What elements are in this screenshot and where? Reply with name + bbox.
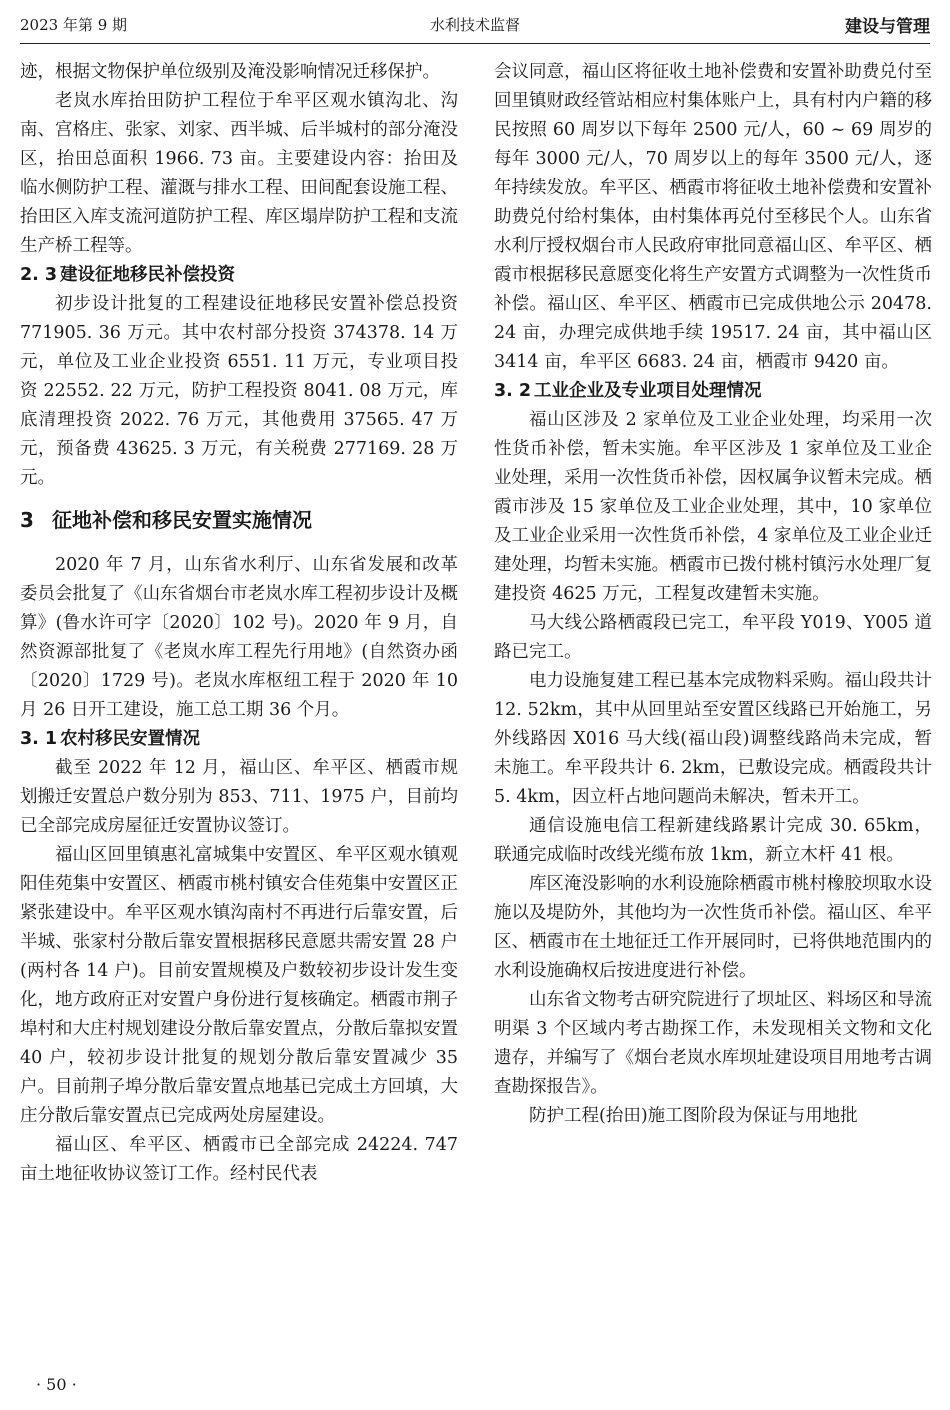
heading-title: 建设征地移民补偿投资 bbox=[60, 265, 235, 285]
paragraph: 福山区、牟平区、栖霞市已全部完成 24224. 747 亩土地征收协议签订工作。经村民代表 bbox=[20, 1135, 458, 1184]
heading-title: 征地补偿和移民安置实施情况 bbox=[52, 508, 312, 532]
paragraph: 初步设计批复的工程建设征地移民安置补偿总投资 771905. 36 万元。其中农村部分投资 374378. 14 万元，单位及工业企业投资 6551. 11 万元，专业项目投资 22552. 22 万元，防护工程投资 8041. 08 万元，库底清理投资 2022. 76 万元，其他费用 37565. 47 万元，预备费 43625. 3 万元，有关税费 277169. 28 万元。 bbox=[20, 294, 458, 488]
heading-number: 3. 1 bbox=[20, 729, 58, 749]
section-heading-3-2 bbox=[494, 377, 932, 406]
section-heading-3-1 bbox=[20, 725, 458, 754]
right-column bbox=[494, 58, 932, 1131]
section-heading-3 bbox=[20, 503, 458, 537]
paragraph: 库区淹没影响的水利设施除栖霞市桃村橡胶坝取水设施以及堤防外，其他均为一次性货币补偿。福山区、牟平区、栖霞市在土地征迁工作开展同时，已将供地范围内的水利设施确权后按进度进行补偿。 bbox=[494, 874, 932, 981]
heading-title: 农村移民安置情况 bbox=[60, 729, 200, 749]
section-heading-2-3 bbox=[20, 261, 458, 290]
paragraph: 通信设施电信工程新建线路累计完成 30. 65km，联通完成临时改线光缆布放 1km，新立木杆 41 根。 bbox=[494, 816, 932, 865]
paragraph: 福山区回里镇惠礼富城集中安置区、牟平区观水镇观阳佳苑集中安置区、栖霞市桃村镇安合佳苑集中安置区正紧张建设中。牟平区观水镇沟南村不再进行后靠安置，后半城、张家村分散后靠安置根据移民意愿共需安置 28 户(两村各 14 户)。目前安置规模及户数较初步设计发生变化，地方政府正对安置户身份进行复核确定。栖霞市荆子埠村和大庄村规划建设分散后靠安置点，分散后靠拟安置 40 户，较初步设计批复的规划分散后靠安置减少 35 户。目前荆子埠分散后靠安置点地基已完成土方回填，大庄分散后靠安置点已完成两处房屋建设。 bbox=[20, 845, 458, 1126]
paragraph: 会议同意，福山区将征收土地补偿费和安置补助费兑付至回里镇财政经管站相应村集体账户上，具有村内户籍的移民按照 60 周岁以下每年 2500 元/人，60 ~ 69 周岁的每年 3000 元/人，70 周岁以上的每年 3500 元/人，逐年持续发放。牟平区、栖霞市将征收土地补偿费和安置补助费兑付给村集体，由村集体再兑付至移民个人。山东省水利厅授权烟台市人民政府审批同意福山区、牟平区、栖霞市根据移民意愿变化将生产安置方式调整为一次性货币补偿。福山区、牟平区、栖霞市已完成供地公示 20478. 24 亩，办理完成供地手续 19517. 24 亩，其中福山区 3414 亩，牟平区 6683. 24 亩，栖霞市 9420 亩。 bbox=[494, 62, 932, 372]
section-label: 建设与管理 bbox=[845, 17, 930, 37]
page-number: · 50 · bbox=[36, 1375, 77, 1394]
heading-title: 工业企业及专业项目处理情况 bbox=[534, 381, 762, 401]
journal-title: 水利技术监督 bbox=[429, 16, 520, 34]
left-column bbox=[20, 58, 458, 1189]
paragraph: 电力设施复建工程已基本完成物料采购。福山段共计 12. 52km，其中从回里站至安置区线路已开始施工，另外线路因 X016 马大线(福山段)调整线路尚未完成，暂未施工。牟平段共计 6. 2km，已敷设完成。栖霞段共计 5. 4km，因立杆占地问题尚未解决，暂未开工。 bbox=[494, 671, 932, 807]
paragraph: 马大线公路栖霞段已完工，牟平段 Y019、Y005 道路已完工。 bbox=[494, 613, 932, 662]
heading-number: 2. 3 bbox=[20, 265, 58, 285]
paragraph: 迹，根据文物保护单位级别及淹没影响情况迁移保护。 bbox=[20, 62, 440, 82]
paragraph: 2020 年 7 月，山东省水利厅、山东省发展和改革委员会批复了《山东省烟台市老岚水库工程初步设计及概算》(鲁水许可字〔2020〕102 号)。2020 年 9 月，自然资源部批复了《老岚水库工程先行用地》(自然资办函〔2020〕1729 号)。老岚水库枢纽工程于 2020 年 10 月 26 日开工建设，施工总工期 36 个月。 bbox=[20, 555, 458, 720]
issue-label: 2023 年第 9 期 bbox=[20, 16, 128, 34]
heading-number: 3 bbox=[20, 508, 34, 532]
page-header bbox=[20, 0, 930, 44]
paragraph: 老岚水库抬田防护工程位于牟平区观水镇沟北、沟南、宫格庄、张家、刘家、西半城、后半城村的部分淹没区，抬田总面积 1966. 73 亩。主要建设内容：抬田及临水侧防护工程、灌溉与排水工程、田间配套设施工程、抬田区入库支流河道防护工程、库区塌岸防护工程和支流生产桥工程等。 bbox=[20, 91, 458, 256]
paragraph: 防护工程(抬田)施工图阶段为保证与用地批 bbox=[529, 1106, 858, 1126]
heading-number: 3. 2 bbox=[494, 381, 532, 401]
paragraph: 山东省文物考古研究院进行了坝址区、料场区和导流明渠 3 个区域内考古勘探工作，未发现相关文物和文化遗存，并编写了《烟台老岚水库坝址建设项目用地考古调查勘探报告》。 bbox=[494, 990, 932, 1097]
paragraph: 福山区涉及 2 家单位及工业企业处理，均采用一次性货币补偿，暂未实施。牟平区涉及 1 家单位及工业企业处理，采用一次性货币补偿，因权属争议暂未完成。栖霞市涉及 15 家单位及工业企业处理，其中，10 家单位及工业企业采用一次性货币补偿，4 家单位及工业企业迁建处理，均暂未实施。栖霞市已拨付桃村镇污水处理厂复建投资 4625 万元，工程复改建暂未实施。 bbox=[494, 410, 932, 604]
paragraph: 截至 2022 年 12 月，福山区、牟平区、栖霞市规划搬迁安置总户数分别为 853、711、1975 户，目前均已全部完成房屋征迁安置协议签订。 bbox=[20, 758, 458, 836]
